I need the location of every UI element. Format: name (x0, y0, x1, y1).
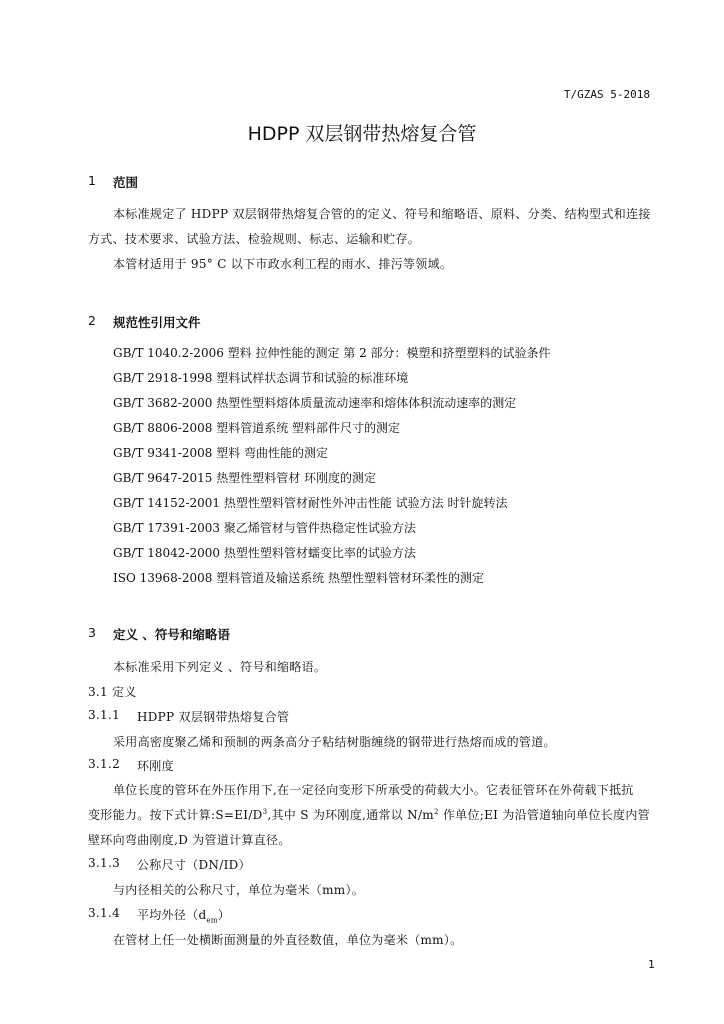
clause-3-1-3-title: 公称尺寸（DN/ID） (137, 858, 251, 872)
exponent: 2 (433, 808, 439, 816)
clause-3-1-4-title (137, 906, 230, 924)
section-2-heading: 规范性引用文件 (113, 315, 201, 330)
clause-3-1-3-body: 与内径相关的公称尺寸，单位为毫米（mm）。 (113, 883, 365, 897)
clause-3-1-2-number: 3.1.2 (88, 757, 121, 771)
clause-3-1-2-line-2 (88, 806, 650, 823)
clause-3-1-4-body: 在管材上任一处横断面测量的外直径数值，单位为毫米（mm）。 (113, 933, 463, 947)
section-1-heading: 范围 (113, 175, 139, 190)
page-number: 1 (648, 958, 655, 971)
reference-item: GB/T 3682-2000 热塑性塑料熔体质量流动速率和熔体体积流动速率的测定 (113, 396, 517, 410)
subsection-3-1-heading: 3.1 定义 (88, 685, 137, 699)
formula-text: ,其中 S 为环刚度,通常以 N/m (267, 808, 434, 822)
document-title: HDPP 双层钢带热熔复合管 (247, 123, 477, 145)
reference-item: GB/T 9647-2015 热塑性塑料管材 环刚度的测定 (113, 471, 377, 485)
clause-3-1-3-number: 3.1.3 (88, 856, 121, 870)
clause-3-1-1-title: HDPP 双层钢带热熔复合管 (137, 710, 290, 724)
section-3-intro: 本标准采用下列定义 、符号和缩略语。 (113, 660, 327, 674)
reference-item: GB/T 17391-2003 聚乙烯管材与管件热稳定性试验方法 (113, 521, 416, 535)
reference-item: GB/T 1040.2-2006 塑料 拉伸性能的测定 第 2 部分：模塑和挤塑塑料的试验条件 (113, 346, 551, 360)
section-1-para-2: 本管材适用于 95° C 以下市政水利工程的雨水、排污等领域。 (113, 257, 453, 271)
formula-text: 作单位;EI 为沿管道轴向单位长度内管 (438, 808, 650, 822)
clause-3-1-2-line-1: 单位长度的管环在外压作用下,在一定径向变形下所承受的荷载大小。它表征管环在外荷载下抵抗 (113, 783, 634, 797)
reference-item: GB/T 2918-1998 塑料试样状态调节和试验的标准环境 (113, 371, 409, 385)
clause-3-1-4-number: 3.1.4 (88, 906, 121, 920)
exponent: 3 (262, 808, 268, 816)
subscript: em (206, 916, 218, 925)
section-3-heading: 定义 、符号和缩略语 (113, 627, 230, 642)
clause-3-1-1-body: 采用高密度聚乙烯和预制的两条高分子粘结树脂缠绕的钢带进行热熔而成的管道。 (113, 735, 556, 749)
section-1-number: 1 (88, 173, 96, 188)
reference-item: GB/T 14152-2001 热塑性塑料管材耐性外冲击性能 试验方法 时针旋转法 (113, 496, 508, 510)
title-text: 平均外径（d (137, 908, 207, 922)
clause-3-1-2-line-3: 壁环向弯曲刚度,D 为管道计算直径。 (88, 833, 291, 847)
reference-item: GB/T 9341-2008 塑料 弯曲性能的测定 (113, 446, 329, 460)
section-2-number: 2 (88, 313, 96, 328)
formula-text: 变形能力。按下式计算:S=EI/D (88, 808, 263, 822)
section-1-para-1-line-2: 方式、技术要求、试验方法、检验规则、标志、运输和贮存。 (88, 232, 421, 246)
standard-number: T/GZAS 5-2018 (563, 88, 650, 101)
section-3-number: 3 (88, 625, 96, 640)
reference-item: GB/T 8806-2008 塑料管道系统 塑料部件尺寸的测定 (113, 421, 401, 435)
clause-3-1-2-title: 环刚度 (137, 759, 174, 773)
reference-item: ISO 13968-2008 塑料管道及输送系统 热塑性塑料管材环柔性的测定 (113, 571, 485, 585)
title-text: ） (217, 908, 231, 922)
clause-3-1-1-number: 3.1.1 (88, 708, 121, 722)
reference-item: GB/T 18042-2000 热塑性塑料管材蠕变比率的试验方法 (113, 546, 416, 560)
section-1-para-1-line-1: 本标准规定了 HDPP 双层钢带热熔复合管的的定义、符号和缩略语、原料、分类、结构型式和连接 (113, 207, 651, 221)
